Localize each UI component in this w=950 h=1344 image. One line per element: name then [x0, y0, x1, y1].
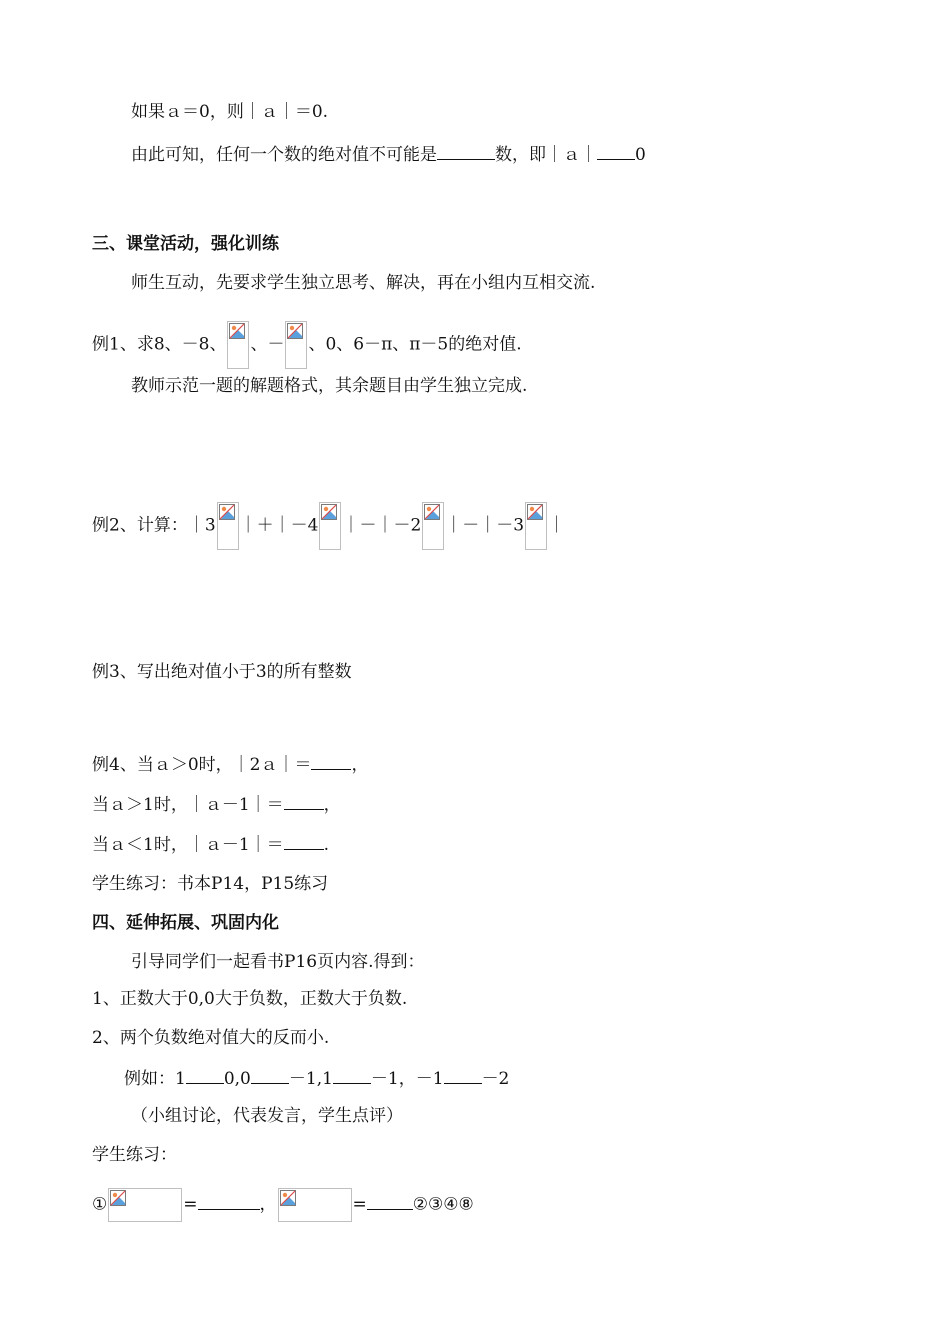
example-4-line-1 — [92, 753, 368, 776]
text: ｜－｜－3 — [445, 515, 525, 536]
broken-image-icon — [227, 321, 249, 369]
broken-image-icon — [108, 1188, 182, 1222]
text-line-20 — [92, 1144, 177, 1166]
fill-blank[interactable] — [367, 1193, 413, 1210]
text-line-6 — [131, 375, 527, 397]
text: ｜ — [548, 515, 566, 536]
fill-blank[interactable] — [284, 833, 324, 850]
text: 如果ａ＝0，则｜ａ｜＝0. — [131, 102, 329, 122]
text: = — [352, 1194, 367, 1215]
text-line-18 — [124, 1067, 509, 1090]
fill-blank[interactable] — [186, 1067, 224, 1084]
text: ｜＋｜－4 — [239, 515, 319, 536]
broken-image-icon — [285, 321, 307, 369]
text-line-4 — [131, 272, 595, 294]
text: 例3、写出绝对值小于3的所有整数 — [92, 662, 352, 682]
example-3 — [92, 661, 352, 683]
fill-blank[interactable] — [251, 1067, 289, 1084]
text: 、0、6－π、π－5的绝对值. — [308, 334, 522, 355]
text: 2、两个负数绝对值大的反而小. — [92, 1028, 330, 1048]
text: 由此可知，任何一个数的绝对值不可能是 — [131, 145, 437, 165]
broken-image-icon — [422, 502, 444, 550]
text: 学生练习：书本P14，P15练习 — [92, 874, 329, 894]
text: 数，即｜ａ｜ — [495, 145, 597, 165]
text-line-13 — [92, 873, 328, 895]
example-2 — [92, 502, 565, 550]
section-heading-3 — [92, 233, 279, 255]
text: 例如：1 — [124, 1069, 186, 1089]
text: 例4、当ａ＞0时，｜2ａ｜＝ — [92, 755, 312, 775]
text-line-2 — [131, 143, 646, 166]
text: －2 — [481, 1069, 510, 1089]
text-line-1 — [131, 101, 328, 123]
text: －1,1 — [288, 1069, 333, 1089]
heading-text: 三、课堂活动，强化训练 — [92, 234, 279, 254]
fill-blank[interactable] — [198, 1193, 260, 1210]
text: ｜－｜－2 — [342, 515, 422, 536]
fill-blank[interactable] — [333, 1067, 371, 1084]
text-line-21 — [92, 1188, 474, 1222]
text: （小组讨论，代表发言，学生点评） — [131, 1106, 403, 1126]
text: 例1、求8、－8、 — [92, 334, 227, 355]
text: 0,0 — [223, 1069, 251, 1089]
example-4-line-2 — [92, 793, 341, 816]
broken-image-icon — [278, 1188, 352, 1222]
text: 0 — [635, 145, 646, 165]
text: 教师示范一题的解题格式，其余题目由学生独立完成. — [131, 376, 528, 396]
text: ②③④⑧ — [412, 1194, 474, 1215]
text: ， — [351, 755, 369, 775]
text: ， — [323, 795, 341, 815]
text: ① — [92, 1194, 108, 1215]
text: = — [183, 1194, 198, 1215]
heading-text: 四、延伸拓展、巩固内化 — [92, 913, 279, 933]
fill-blank[interactable] — [311, 753, 351, 770]
section-heading-4 — [92, 912, 279, 934]
text-line-17 — [92, 1027, 329, 1049]
text: 引导同学们一起看书P16页内容.得到： — [131, 952, 425, 972]
text: . — [323, 835, 330, 855]
broken-image-icon — [319, 502, 341, 550]
fill-blank[interactable] — [437, 143, 495, 160]
fill-blank[interactable] — [284, 793, 324, 810]
text-line-15 — [131, 951, 424, 973]
fill-blank[interactable] — [444, 1067, 482, 1084]
text: 、－ — [250, 334, 285, 355]
text: 1、正数大于0,0大于负数，正数大于负数. — [92, 989, 408, 1009]
text: 例2、计算：｜3 — [92, 515, 216, 536]
text: ， — [259, 1194, 277, 1215]
fill-blank[interactable] — [597, 143, 635, 160]
example-1 — [92, 321, 522, 369]
text: 学生练习： — [92, 1145, 177, 1165]
text-line-16 — [92, 988, 407, 1010]
text-line-19 — [131, 1105, 403, 1127]
text: 师生互动，先要求学生独立思考、解决，再在小组内互相交流. — [131, 273, 596, 293]
example-4-line-3 — [92, 833, 329, 856]
broken-image-icon — [217, 502, 239, 550]
text: －1，－1 — [370, 1069, 444, 1089]
broken-image-icon — [525, 502, 547, 550]
text: 当ａ＜1时，｜ａ－1｜＝ — [92, 835, 284, 855]
text: 当ａ＞1时，｜ａ－1｜＝ — [92, 795, 284, 815]
